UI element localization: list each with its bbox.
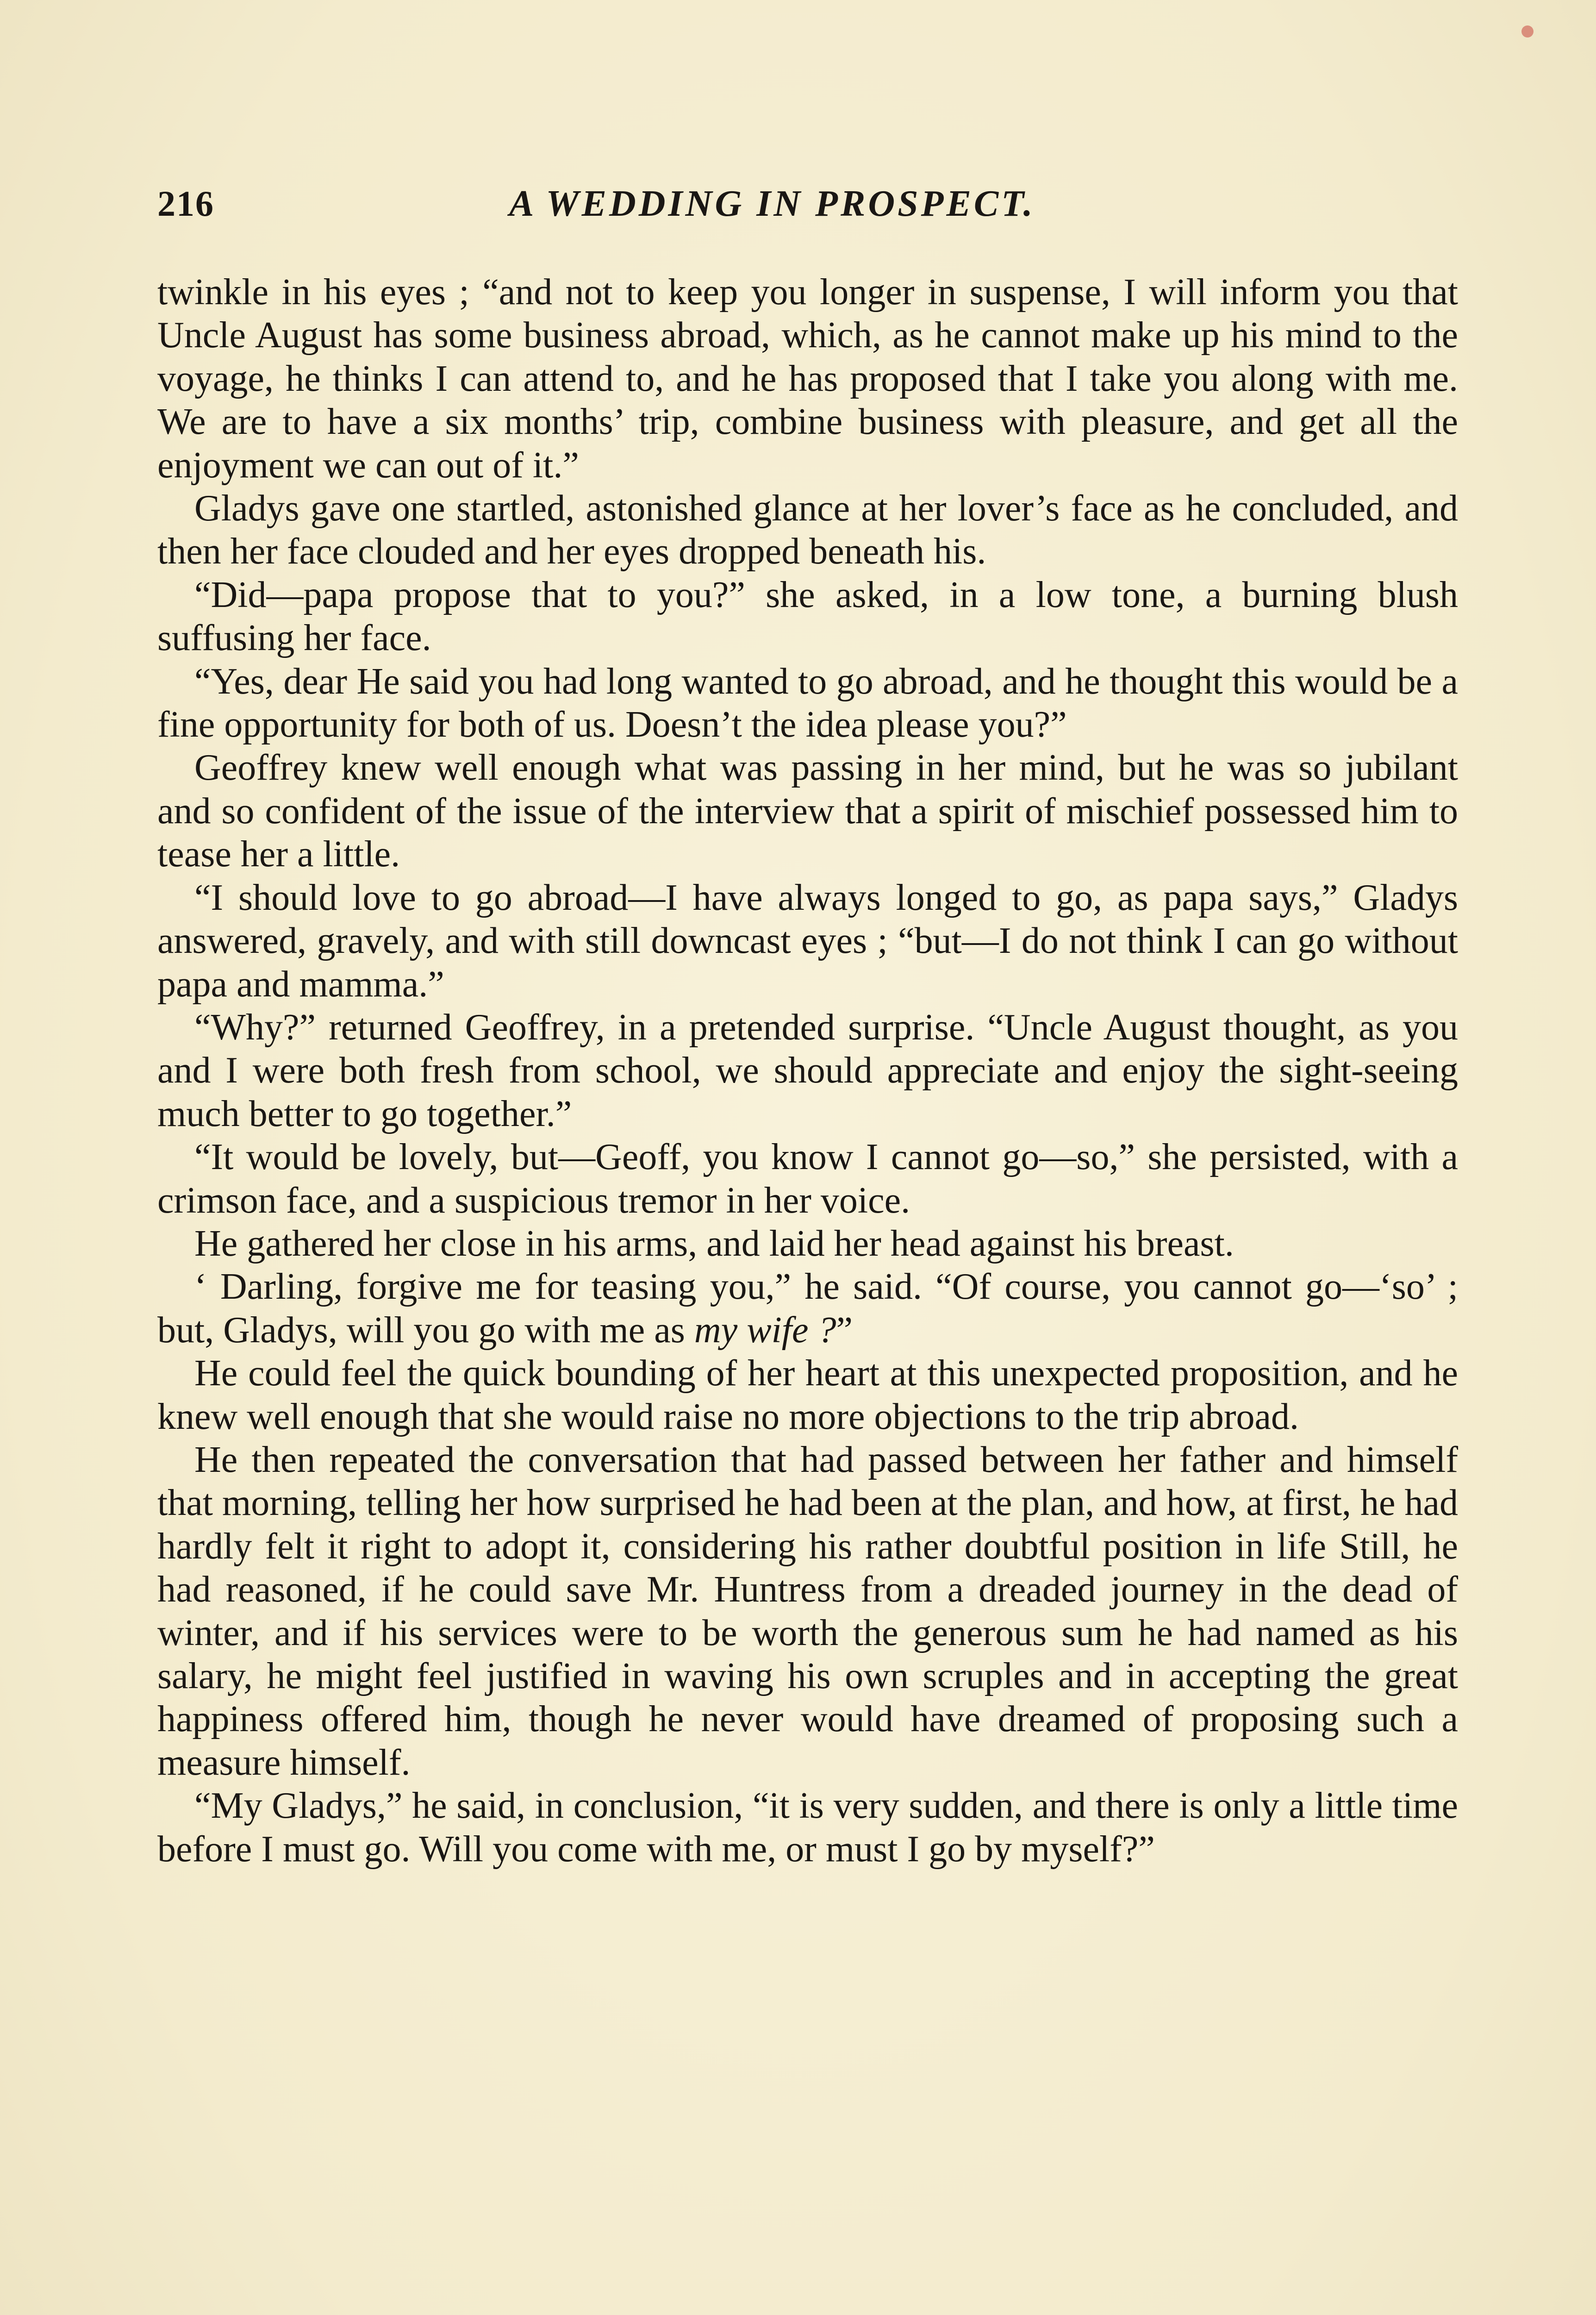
paragraph: He gathered her close in his arms, and laid her head against his breast. — [194, 1223, 1234, 1264]
paragraph: Gladys gave one startled, astonished glance at her lover’s face as he concluded, and then her face clouded and her eyes dropped beneath his. — [157, 488, 1458, 572]
ink-spot — [1521, 25, 1534, 38]
darling-text: ‘ Darling, forgive me for teasing you,” he said. “Of course, you cannot go—‘so’ ; but, Gladys, will you go with me as — [157, 1266, 1458, 1351]
paragraph: He then repeated the conversation that had passed between her father and himself that morning, telling her how surprised he had been at the plan, and how, at first, he had hardly felt it right to adopt it, considering his rather doubtful position in life Still, he had reasoned, if he could save Mr. Huntress from a dreaded journey in the dead of winter, and if his services were to be worth the generous sum he had named as his salary, he might feel justified in waving his own scruples and in accepting the great happiness offered him, though he never would have dreamed of proposing such a measure himself. — [157, 1439, 1458, 1783]
paragraph-darling — [157, 1265, 1458, 1352]
paragraph: “It would be lovely, but—Geoff, you know I cannot go—so,” she persisted, with a crimson face, and a suspicious tremor in her voice. — [157, 1137, 1458, 1221]
paragraph: “Yes, dear He said you had long wanted to go abroad, and he thought this would be a fine opportunity for both of us. Doesn’t the idea please you?” — [157, 661, 1458, 745]
running-head — [157, 183, 1458, 234]
running-title: A WEDDING IN PROSPECT. — [509, 183, 1035, 224]
paragraph: “Why?” returned Geoffrey, in a pretended surprise. “Uncle August thought, as you and I were both fresh from school, we should appreciate and enjoy the sight-seeing much better to go together.” — [157, 1007, 1458, 1134]
paragraph: “Did—papa propose that to you?” she asked, in a low tone, a burning blush suffusing her face. — [157, 574, 1458, 659]
darling-closing-quote: ” — [836, 1309, 853, 1351]
paragraph: “My Gladys,” he said, in conclusion, “it is very sudden, and there is only a little time before I must go. Will you come with me, or must I go by myself?” — [157, 1785, 1458, 1870]
paragraph: “I should love to go abroad—I have always longed to go, as papa says,” Gladys answered, gravely, and with still downcast eyes ; “but—I do not think I can go without papa and mamma.” — [157, 877, 1458, 1005]
page-number: 216 — [157, 183, 214, 224]
paragraph: He could feel the quick bounding of her heart at this unexpected proposition, and he knew well enough that she would raise no more objections to the trip abroad. — [157, 1353, 1458, 1437]
body-text — [157, 271, 1458, 1871]
italic-emphasis: my wife ? — [694, 1309, 836, 1351]
paragraph: Geoffrey knew well enough what was passing in her mind, but he was so jubilant and so confident of the issue of the interview that a spirit of mischief possessed him to tease her a little. — [157, 747, 1458, 875]
paragraph-continuation: twinkle in his eyes ; “and not to keep you longer in suspense, I will inform you that Uncle August has some business abroad, which, as he cannot make up his mind to the voyage, he thinks I can attend to, and he has proposed that I take you along with me. We are to have a six months’ trip, combine business with pleasure, and get all the enjoyment we can out of it.” — [157, 272, 1458, 486]
